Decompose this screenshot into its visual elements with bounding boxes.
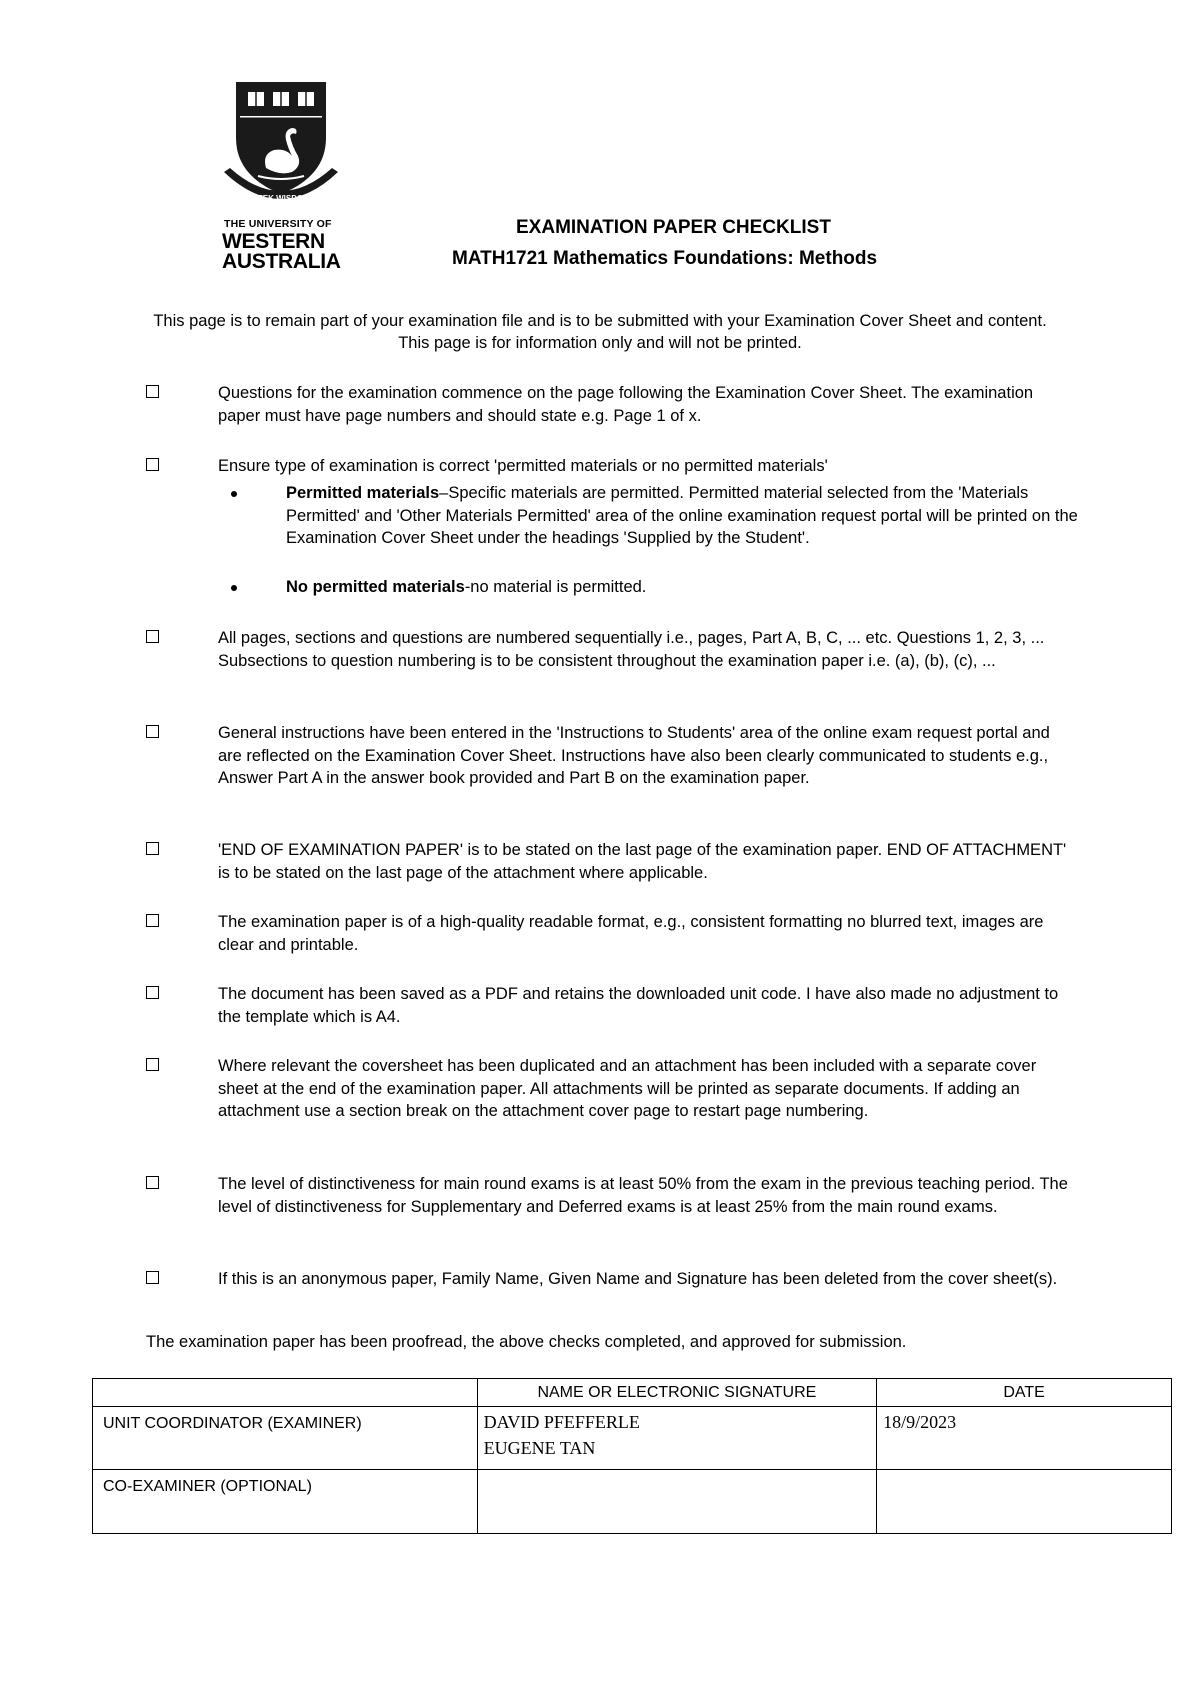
table-header-row <box>93 1379 1172 1407</box>
checklist-item-text: All pages, sections and questions are numbered sequentially i.e., pages, Part A, B, C, ... etc. Questions 1, 2, 3, ... Subsections to question numbering is to be consistent throughout the examination paper i.e. (a), (b), (c), ... <box>218 629 1045 670</box>
checkbox[interactable] <box>146 725 159 738</box>
name-cell[interactable] <box>477 1407 876 1470</box>
checklist-item-text: Ensure type of examination is correct 'permitted materials or no permitted materials' <box>218 457 828 475</box>
row-label-unit-coordinator: UNIT COORDINATOR (EXAMINER) <box>93 1407 478 1470</box>
checkbox[interactable] <box>146 914 159 927</box>
intro-paragraph: This page is to remain part of your examination file and is to be submitted with your Examination Cover Sheet and content. This page is for information only and will not be printed. <box>153 312 1047 352</box>
bullet-dot-icon <box>231 491 237 497</box>
permitted-label: Permitted materials <box>286 484 440 502</box>
none-text: -no material is permitted. <box>464 578 647 596</box>
checkbox[interactable] <box>146 1271 159 1284</box>
university-name-line2: WESTERN <box>222 230 325 253</box>
name-cell[interactable] <box>477 1470 876 1534</box>
table-header-empty <box>93 1379 478 1407</box>
checklist-item-text: If this is an anonymous paper, Family Name, Given Name and Signature has been deleted from the cover sheet(s). <box>218 1270 1058 1288</box>
table-row <box>93 1470 1172 1534</box>
signature-table <box>92 1378 1172 1534</box>
checkbox[interactable] <box>146 842 159 855</box>
checkbox[interactable] <box>146 630 159 643</box>
page-subtitle: MATH1721 Mathematics Foundations: Methods <box>452 248 878 269</box>
page-title: EXAMINATION PAPER CHECKLIST <box>516 217 831 238</box>
university-name-line3: AUSTRALIA <box>222 250 341 273</box>
checklist-item-text: The examination paper is of a high-quality readable format, e.g., consistent formatting no blurred text, images are clear and printable. <box>218 913 1044 954</box>
university-crest-icon <box>222 76 340 214</box>
name-line-2: EUGENE TAN <box>483 1438 596 1458</box>
none-label: No permitted materials <box>286 578 465 596</box>
checkbox[interactable] <box>146 986 159 999</box>
name-line-1: DAVID PFEFFERLE <box>483 1412 640 1432</box>
row-label-co-examiner: CO-EXAMINER (OPTIONAL) <box>93 1470 478 1534</box>
university-logo <box>222 76 340 274</box>
bullet-dot-icon <box>231 585 237 591</box>
closing-statement: The examination paper has been proofread, the above checks completed, and approved for submission. <box>146 1333 907 1351</box>
table-header-name: NAME OR ELECTRONIC SIGNATURE <box>477 1379 876 1407</box>
checklist-item-text: Questions for the examination commence on the page following the Examination Cover Sheet. The examination paper must have page numbers and should state e.g. Page 1 of x. <box>218 384 1034 425</box>
checkbox[interactable] <box>146 1058 159 1071</box>
checklist-item-text: The level of distinctiveness for main round exams is at least 50% from the exam in the previous teaching period. The level of distinctiveness for Supplementary and Deferred exams is at least 25% from the main round exams. <box>218 1175 1068 1216</box>
table-header-date: DATE <box>877 1379 1172 1407</box>
date-cell[interactable]: 18/9/2023 <box>877 1407 1172 1470</box>
svg-text:SEEK WISDOM: SEEK WISDOM <box>252 194 310 203</box>
checklist-item-text: General instructions have been entered in the 'Instructions to Students' area of the online exam request portal and are reflected on the Examination Cover Sheet. Instructions have also been clearly communicated to students e.g., Answer Part A in the answer book provided and Part B on the examination paper. <box>218 724 1050 787</box>
date-cell[interactable] <box>877 1470 1172 1534</box>
table-row <box>93 1407 1172 1470</box>
checklist-item-text: The document has been saved as a PDF and retains the downloaded unit code. I have also made no adjustment to the template which is A4. <box>218 985 1059 1026</box>
university-name-line1: THE UNIVERSITY OF <box>224 218 332 230</box>
checklist-item-text: Where relevant the coversheet has been duplicated and an attachment has been included with a separate cover sheet at the end of the examination paper. All attachments will be printed as separate documents. If adding an attachment use a section break on the attachment cover page to restart page numbering. <box>218 1057 1037 1120</box>
permitted-text: –Specific materials are permitted. Permitted material selected from the 'Materials Permitted' and 'Other Materials Permitted' area of the online examination request portal will be printed on the Examination Cover Sheet under the headings 'Supplied by the Student'. <box>286 484 1078 547</box>
checkbox[interactable] <box>146 1176 159 1189</box>
checklist-item-text: 'END OF EXAMINATION PAPER' is to be stated on the last page of the examination paper. END OF ATTACHMENT' is to be stated on the last page of the attachment where applicable. <box>218 841 1067 882</box>
checkbox[interactable] <box>146 385 159 398</box>
checkbox[interactable] <box>146 458 159 471</box>
